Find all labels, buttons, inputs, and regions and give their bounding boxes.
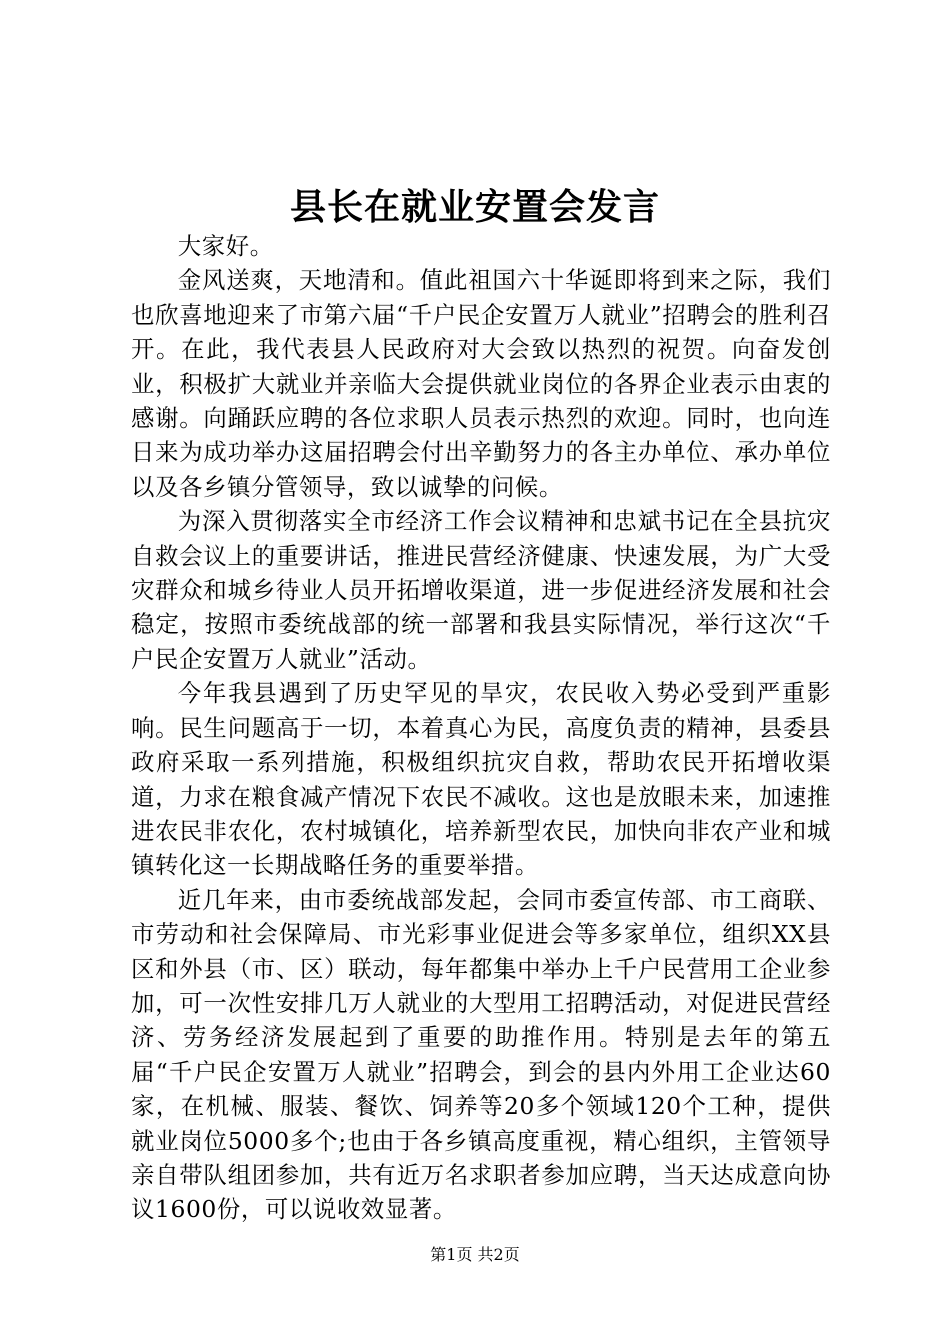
document-body bbox=[131, 229, 831, 1227]
paragraph-greeting: 大家好。 bbox=[177, 232, 274, 260]
document-title: 县长在就业安置会发言 bbox=[289, 186, 660, 228]
page-footer: 第1页 共2页 bbox=[430, 1245, 520, 1264]
paragraph-1: 金风送爽，天地清和。值此祖国六十华诞即将到来之际，我们也欣喜地迎来了市第六届“千户民企安置万人就业”招聘会的胜利召开。在此，我代表县人民政府对大会致以热烈的祝贺。向奋发创业，积极扩大就业并亲临大会提供就业岗位的各界企业表示由衷的感谢。向踊跃应聘的各位求职人员表示热烈的欢迎。同时，也向连日来为成功举办这届招聘会付出辛勤努力的各主办单位、承办单位以及各乡镇分管领导，致以诚挚的问候。 bbox=[131, 266, 831, 501]
paragraph-2: 为深入贯彻落实全市经济工作会议精神和忠斌书记在全县抗灾自救会议上的重要讲话，推进民营经济健康、快速发展，为广大受灾群众和城乡待业人员开拓增收渠道，进一步促进经济发展和社会稳定，按照市委统战部的统一部署和我县实际情况，举行这次“千户民企安置万人就业”活动。 bbox=[131, 507, 831, 673]
paragraph-3: 今年我县遇到了历史罕见的旱灾，农民收入势必受到严重影响。民生问题高于一切，本着真心为民，高度负责的精神，县委县政府采取一系列措施，积极组织抗灾自救，帮助农民开拓增收渠道，力求在粮食减产情况下农民不减收。这也是放眼未来，加速推进农民非农化，农村城镇化，培养新型农民，加快向非农产业和城镇转化这一长期战略任务的重要举措。 bbox=[131, 679, 831, 880]
paragraph-4: 近几年来，由市委统战部发起，会同市委宣传部、市工商联、市劳动和社会保障局、市光彩事业促进会等多家单位，组织XX县区和外县（市、区）联动，每年都集中举办上千户民营用工企业参加，可一次性安排几万人就业的大型用工招聘活动，对促进民营经济、劳务经济发展起到了重要的助推作用。特别是去年的第五届“千户民企安置万人就业”招聘会，到会的县内外用工企业达60家，在机械、服装、餐饮、饲养等20多个领域120个工种，提供就业岗位5000多个;也由于各乡镇高度重视，精心组织，主管领导亲自带队组团参加，共有近万名求职者参加应聘，当天达成意向协议1600份，可以说收效显著。 bbox=[131, 885, 831, 1224]
